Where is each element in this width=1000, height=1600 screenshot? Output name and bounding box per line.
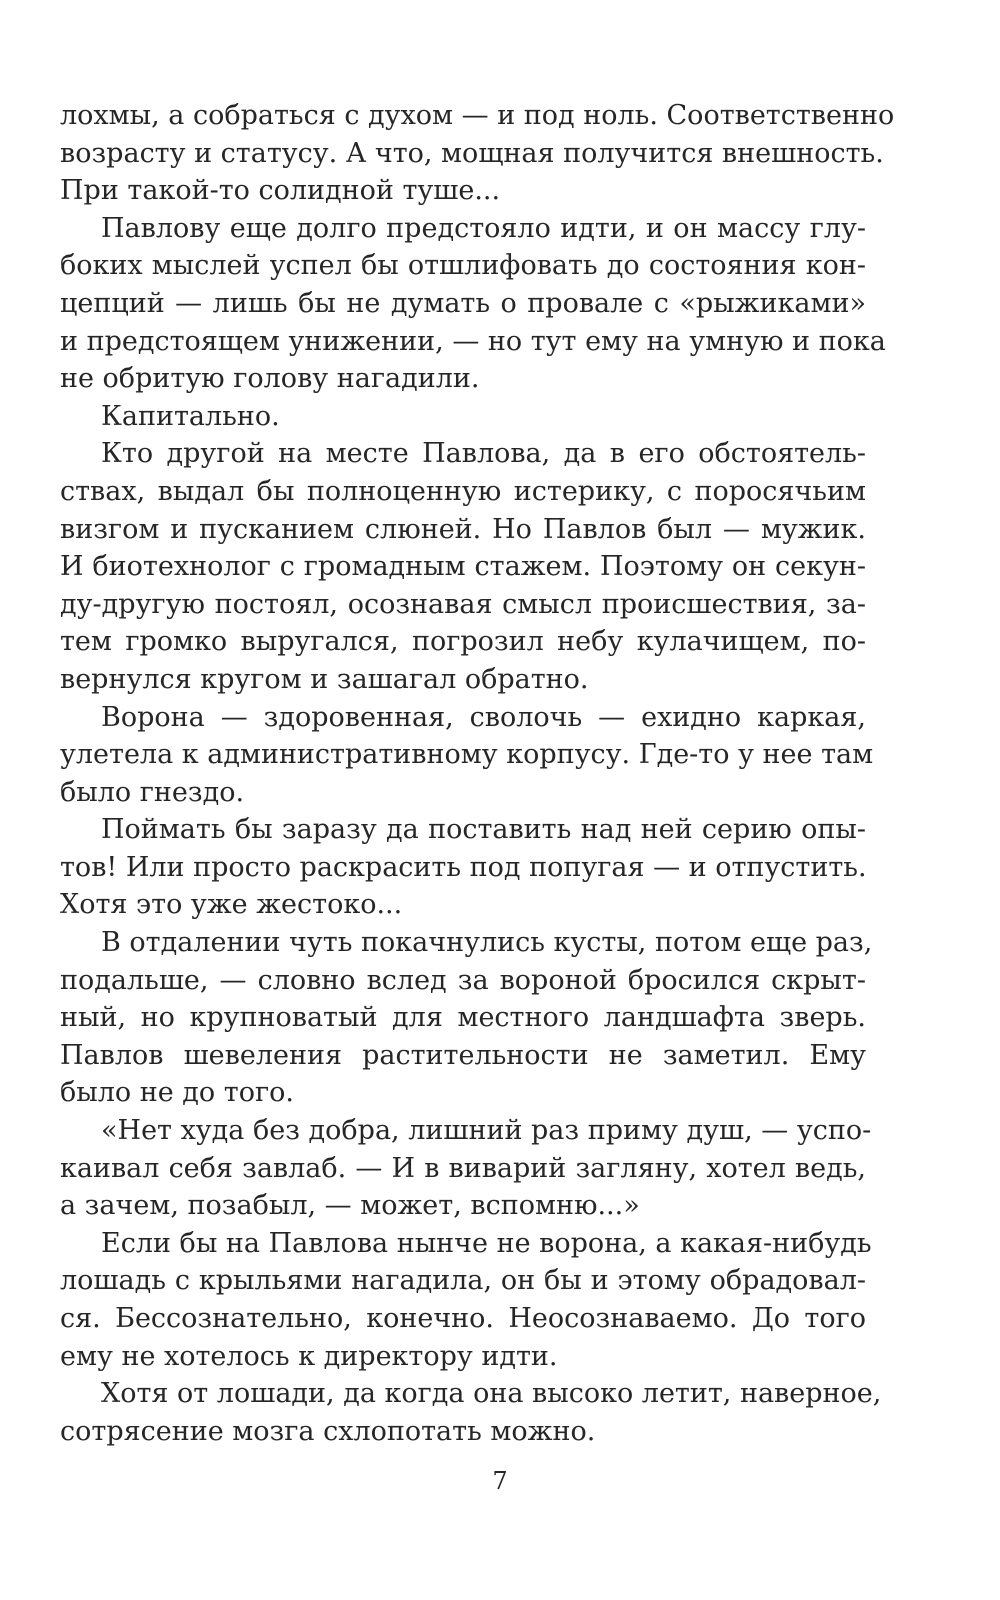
text-line: Кто другой на месте Павлова, да в его обстоятель- xyxy=(101,438,866,470)
text-line: «Нет худа без добра, лишний раз приму душ, — успо- xyxy=(101,1115,872,1147)
text-line: ствах, выдал бы полноценную истерику, с поросячьим xyxy=(60,475,866,507)
text-line: сотрясение мозга схлопотать можно. xyxy=(60,1415,596,1447)
text-line: При такой-то солидной туше... xyxy=(60,175,501,207)
page-number: 7 xyxy=(492,1467,508,1495)
text-line: не обритую голову нагадили. xyxy=(60,363,480,395)
text-line: цепций — лишь бы не думать о провале с «рыжиками» xyxy=(60,287,866,319)
text-line: подальше, — словно вслед за вороной бросился скрыт- xyxy=(60,964,866,996)
text-line: возрасту и статусу. А что, мощная получится внешность. xyxy=(60,137,884,169)
text-line: Павлову еще долго предстояло идти, и он массу глу- xyxy=(101,212,866,244)
text-line: боких мыслей успел бы отшлифовать до состояния кон- xyxy=(60,250,866,282)
text-line: визгом и пусканием слюней. Но Павлов был — мужик. xyxy=(60,513,866,545)
text-line: вернулся кругом и зашагал обратно. xyxy=(60,663,589,695)
text-line: ный, но крупноватый для местного ландшафта зверь. xyxy=(60,1002,866,1034)
text-line: В отдалении чуть покачнулись кусты, потом еще раз, xyxy=(101,927,873,959)
text-line: улетела к административному корпусу. Где-то у нее там xyxy=(60,739,874,771)
text-line: Капитально. xyxy=(101,400,280,432)
text-line: тем громко выругался, погрозил небу кулачищем, по- xyxy=(60,626,866,658)
text-line: Павлов шевеления растительности не заметил. Ему xyxy=(60,1039,866,1071)
text-line: лохмы, а собраться с духом — и под ноль. Соответственно xyxy=(60,100,895,131)
text-line: тов! Или просто раскрасить под попугая — и отпустить. xyxy=(60,851,867,883)
text-line: а зачем, позабыл, — может, вспомню...» xyxy=(60,1190,640,1222)
body-text xyxy=(60,97,895,1450)
text-line: И биотехнолог с громадным стажем. Поэтому он секун- xyxy=(60,551,866,583)
text-line: Хотя это уже жестоко... xyxy=(60,889,403,921)
text-line: и предстоящем унижении, — но тут ему на умную и пока xyxy=(60,325,886,357)
text-line: было не до того. xyxy=(60,1077,294,1109)
text-line: Ворона — здоровенная, сволочь — ехидно каркая, xyxy=(101,701,866,733)
text-line: Поймать бы заразу да поставить над ней серию опы- xyxy=(101,814,866,846)
text-line: ду-другую постоял, осознавая смысл происшествия, за- xyxy=(60,588,866,620)
text-line: Хотя от лошади, да когда она высоко летит, наверное, xyxy=(101,1378,882,1410)
text-line: ся. Бессознательно, конечно. Неосознаваемо. До того xyxy=(60,1303,866,1334)
text-line: лошадь с крыльями нагадила, он бы и этому обрадовал- xyxy=(60,1265,866,1297)
text-line: каивал себя завлаб. — И в виварий загляну, хотел ведь, xyxy=(60,1152,866,1184)
text-line: ему не хотелось к директору идти. xyxy=(60,1340,558,1372)
text-line: Если бы на Павлова нынче не ворона, а какая-нибудь xyxy=(101,1227,872,1259)
text-line: было гнездо. xyxy=(60,776,245,808)
